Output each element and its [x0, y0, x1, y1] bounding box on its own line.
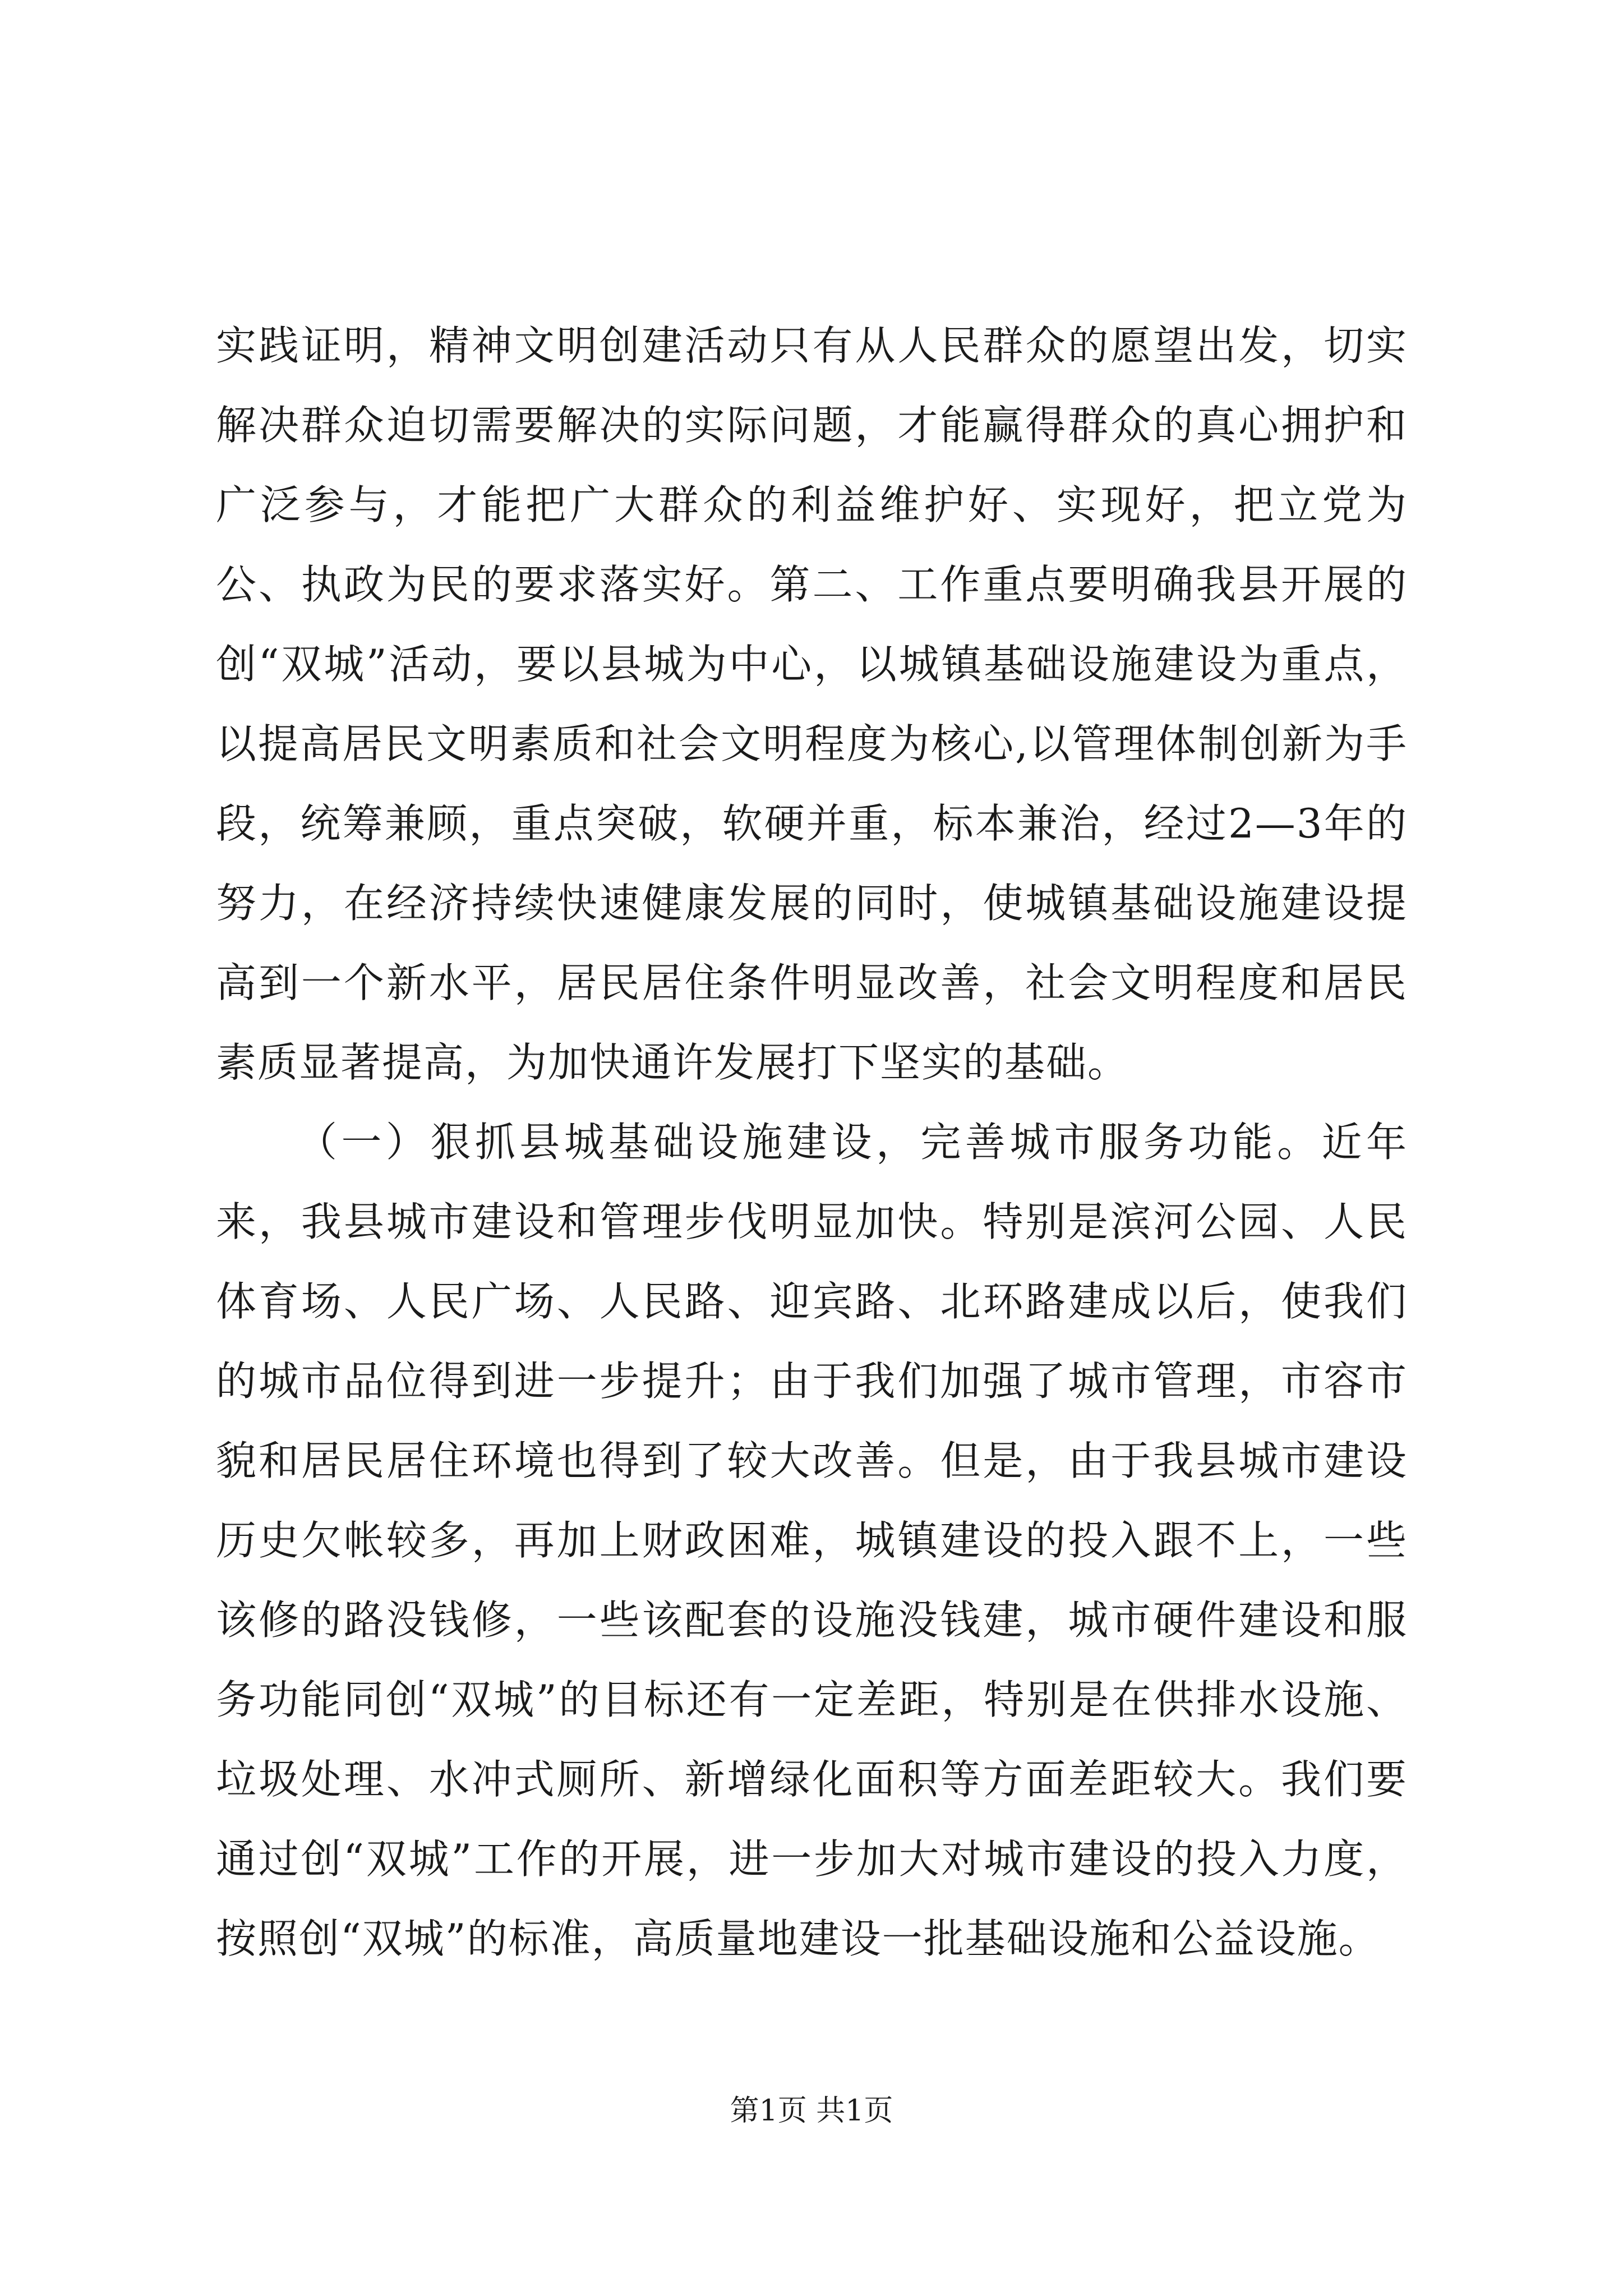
document-body: [216, 306, 1408, 1978]
paragraph-2: （一）狠抓县城基础设施建设，完善城市服务功能。近年来，我县城市建设和管理步伐明显加快。特别是滨河公园、人民体育场、人民广场、人民路、迎宾路、北环路建成以后，使我们的城市品位得到进一步提升；由于我们加强了城市管理，市容市貌和居民居住环境也得到了较大改善。但是，由于我县城市建设历史欠帐较多，再加上财政困难，城镇建设的投入跟不上，一些该修的路没钱修，一些该配套的设施没钱建，城市硬件建设和服务功能同创“双城”的目标还有一定差距，特别是在供排水设施、垃圾处理、水冲式厕所、新增绿化面积等方面差距较大。我们要通过创“双城”工作的开展，进一步加大对城市建设的投入力度，按照创“双城”的标准，高质量地建设一批基础设施和公益设施。: [216, 1119, 1408, 1962]
page-footer: 第1页 共1页: [730, 2094, 893, 2128]
paragraph-1: 实践证明，精神文明创建活动只有从人民群众的愿望出发，切实解决群众迫切需要解决的实际问题，才能赢得群众的真心拥护和广泛参与，才能把广大群众的利益维护好、实现好，把立党为公、执政为民的要求落实好。第二、工作重点要明确我县开展的创“双城”活动，要以县城为中心，以城镇基础设施建设为重点，以提高居民文明素质和社会文明程度为核心,以管理体制创新为手段，统筹兼顾，重点突破，软硬并重，标本兼治，经过2—3年的努力，在经济持续快速健康发展的同时，使城镇基础设施建设提高到一个新水平，居民居住条件明显改善，社会文明程度和居民素质显著提高，为加快通许发展打下坚实的基础。: [216, 322, 1408, 1086]
